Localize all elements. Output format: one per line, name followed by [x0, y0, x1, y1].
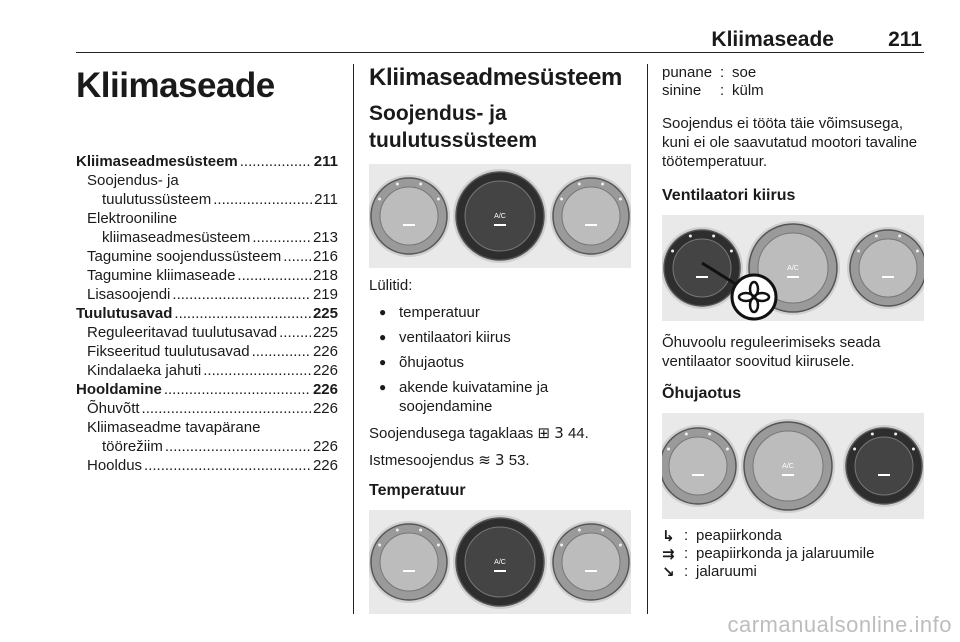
toc-item-label: Reguleeritavad tuulutusavad	[87, 324, 278, 341]
toc-item-label: Elektrooniline	[87, 210, 178, 227]
toc-item[interactable]	[76, 456, 338, 475]
switches-label: Lülitid:	[369, 277, 413, 294]
ref-page[interactable]: 53.	[508, 452, 530, 469]
list-item: ● temperatuur	[369, 303, 633, 322]
toc-item-label: töörežiim	[102, 438, 163, 455]
toc-item[interactable]	[76, 418, 338, 456]
toc-page: 226	[312, 400, 338, 417]
section-heading: Ventilaatori kiirus	[662, 187, 796, 204]
temp-note: Soojendus ei tööta täie võimsusega, kuni ei ole saavutatud mootori tavaline töötemperatuur.	[662, 115, 918, 170]
ac-dial	[741, 419, 835, 513]
legend-sep: :	[684, 563, 689, 580]
toc-page: 226	[312, 438, 338, 455]
toc-section[interactable]	[76, 304, 338, 323]
column-divider	[647, 64, 648, 614]
toc-item[interactable]	[76, 171, 338, 209]
air-distribution-dial	[843, 425, 924, 507]
toc-item[interactable]	[76, 342, 338, 361]
climate-control-panel-image	[369, 164, 631, 268]
ac-label: A/C	[494, 559, 506, 566]
section-heading: Temperatuur	[369, 482, 466, 499]
page-number: 211	[888, 28, 922, 51]
column-divider	[353, 64, 354, 614]
ac-label: A/C	[494, 213, 506, 220]
toc-item[interactable]	[76, 323, 338, 342]
right-column	[662, 64, 926, 581]
ref-text: Soojendusega tagaklaas	[369, 425, 534, 442]
list-item: ● ventilaatori kiirus	[369, 328, 633, 347]
ac-dial	[453, 169, 547, 263]
legend-value: jalaruumi	[696, 563, 757, 580]
toc-item-label: Lisasoojendi	[87, 286, 171, 303]
legend-value: külm	[732, 82, 764, 99]
toc-item-label: Õhuvõtt	[87, 400, 140, 417]
head-foot-vent-icon: ⇉	[662, 545, 675, 563]
fan-dial	[369, 175, 450, 257]
toc-page: 226	[312, 457, 338, 474]
toc-section[interactable]	[76, 380, 338, 399]
toc-page: 226	[312, 362, 338, 379]
legend-sep: :	[684, 527, 689, 544]
toc-item-label: Kindalaeka jahuti	[87, 362, 202, 379]
toc-item[interactable]	[76, 285, 338, 304]
temp-legend-row	[662, 64, 926, 82]
ref-text: Istmesoojendus	[369, 452, 475, 469]
toc-item-label: Tagumine kliimaseade	[87, 267, 236, 284]
toc-item[interactable]	[76, 361, 338, 380]
chapter-title: Kliimaseade	[76, 66, 275, 105]
toc-page: 218	[312, 267, 338, 284]
toc-page: 211	[314, 191, 338, 208]
toc-item-label: Kliimaseadme tavapärane	[87, 419, 261, 436]
air-legend-row	[662, 545, 926, 563]
fan-speed-panel-image	[662, 215, 924, 321]
toc-item-label: Hooldus	[87, 457, 143, 474]
toc-item[interactable]	[76, 266, 338, 285]
section-heading: Kliimaseadmesüsteem	[369, 64, 623, 91]
header-rule	[76, 52, 924, 53]
climate-control-panel-image	[369, 510, 631, 614]
seat-heat-ref	[369, 451, 633, 470]
ac-label: A/C	[787, 265, 799, 272]
toc-item-label: kliimaseadmesüsteem	[102, 229, 251, 246]
toc-page: 225	[312, 305, 338, 322]
arrow-icon: 3	[494, 451, 505, 469]
toc-item-label: tuulutussüsteem	[102, 191, 212, 208]
main-column	[369, 64, 633, 622]
toc-page: 226	[312, 343, 338, 360]
switch-list	[369, 303, 633, 416]
toc-section[interactable]	[76, 152, 338, 171]
legend-value: soe	[732, 64, 757, 81]
legend-value: peapiirkonda	[696, 527, 782, 544]
list-item: ● õhujaotus	[369, 353, 633, 372]
air-legend-row	[662, 563, 926, 581]
table-of-contents	[76, 64, 338, 475]
toc-item-label: Soojendus- ja	[87, 172, 179, 189]
legend-key: punane	[662, 64, 713, 81]
rear-window-heat-ref	[369, 424, 633, 443]
page-header-title: Kliimaseade	[711, 28, 834, 51]
toc-page: 225	[312, 324, 338, 341]
arrow-icon: 3	[554, 424, 564, 442]
toc-item-label: Fikseeritud tuulutusavad	[87, 343, 250, 360]
toc-item[interactable]	[76, 209, 338, 247]
toc-page: 213	[312, 229, 338, 246]
foot-vent-icon: ↘	[662, 563, 675, 581]
ac-dial	[453, 515, 547, 609]
toc-page: 211	[313, 153, 338, 170]
toc-section-label: Hooldamine	[76, 381, 162, 398]
air-distribution-panel-image	[662, 413, 924, 519]
toc-section-label: Kliimaseadmesüsteem	[76, 153, 238, 170]
legend-sep: :	[720, 82, 725, 99]
legend-key: sinine	[662, 82, 702, 99]
toc-page: 216	[312, 248, 338, 265]
toc-item[interactable]	[76, 247, 338, 266]
air-legend-row	[662, 527, 926, 545]
toc-item-label: Tagumine soojendussüsteem	[87, 248, 282, 265]
toc-page: 219	[312, 286, 338, 303]
legend-value: peapiirkonda ja jalaruumile	[696, 545, 875, 562]
ac-label: A/C	[782, 463, 794, 470]
rear-window-heat-icon: ⊞	[537, 424, 551, 442]
air-distribution-dial	[550, 521, 631, 603]
toc-page: 226	[312, 381, 338, 398]
temp-legend-row	[662, 82, 926, 100]
air-distribution-dial	[550, 175, 631, 257]
fan-text: Õhuvoolu reguleerimiseks seada ventilaator soovitud kiirusele.	[662, 334, 881, 370]
head-vent-icon: ↳	[662, 527, 675, 545]
seat-heat-icon: ≋	[478, 451, 491, 469]
subsection-heading: Soojendus- ja tuulutussüsteem	[369, 102, 538, 152]
legend-sep: :	[684, 545, 689, 562]
list-item: ● akende kuivatamine ja soojendamine	[369, 378, 633, 416]
toc-item[interactable]	[76, 399, 338, 418]
toc-section-label: Tuulutusavad	[76, 305, 173, 322]
watermark: carmanualsonline.info	[727, 612, 952, 637]
section-heading: Õhujaotus	[662, 385, 742, 402]
fan-dial	[369, 521, 450, 603]
ref-page[interactable]: 44.	[567, 425, 589, 442]
legend-sep: :	[720, 64, 725, 81]
